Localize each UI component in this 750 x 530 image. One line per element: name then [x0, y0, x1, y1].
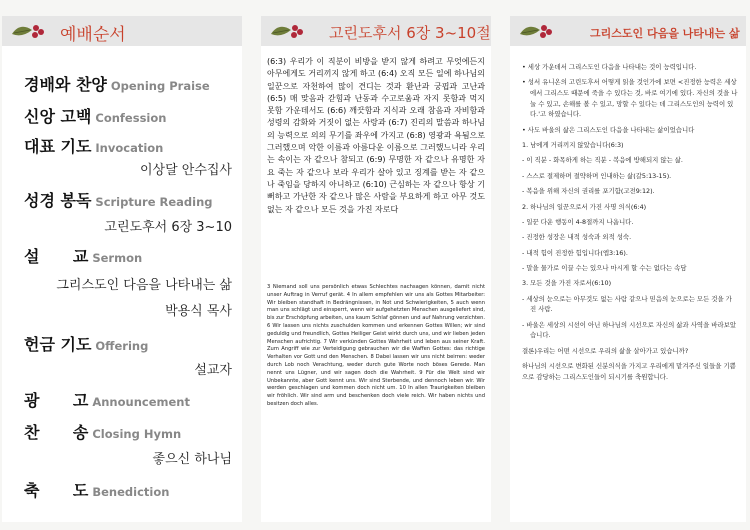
closing-hymn-title: 좋으신 하나님 — [152, 452, 232, 467]
order-item-title: 축 도 — [24, 481, 89, 500]
order-item-confession — [24, 104, 166, 127]
leaf-ornament-icon — [518, 20, 558, 44]
note-line: 3. 모든 것을 가진 자로서(6:10) — [522, 279, 612, 288]
order-item-invocation — [24, 134, 163, 157]
order-item-closing-hymn — [24, 420, 181, 443]
note-line: - 진정한 성장은 내적 성숙과 외적 성숙. — [522, 233, 632, 242]
order-item-title: 경배와 찬양 — [24, 75, 107, 94]
order-item-title: 헌금 기도 — [24, 335, 92, 354]
panel-header — [261, 16, 491, 46]
sermon-title: 그리스도인 다음을 나타내는 삶 — [56, 278, 232, 293]
note-line: 1. 남에게 거리끼지 않았습니다(6:3) — [522, 140, 624, 149]
leaf-ornament-icon — [269, 20, 309, 44]
order-item-english: Sermon — [92, 251, 143, 265]
scripture-panel — [261, 16, 491, 522]
leaf-ornament-icon — [10, 20, 50, 44]
note-line: - 바울은 세상의 시선이 아닌 하나님의 시선으로 자신의 삶과 사역을 바라보았습니다. — [522, 320, 736, 340]
note-line: 결론)우리는 어떤 시선으로 우리의 삶을 살아가고 있습니까? — [522, 346, 689, 355]
sermon-notes-body — [522, 62, 738, 387]
note-line: - 말을 물가로 이끌 수는 있으나 마시게 할 수는 없다는 속담 — [522, 264, 687, 273]
note-line: - 스스로 절제하며 절약하며 인내하는 삶(갈5:13-15). — [522, 171, 672, 180]
panel-title: 그리스도인 다음을 나타내는 삶 — [590, 27, 740, 40]
order-item-announcement — [24, 388, 190, 411]
note-line: - 일꾼 다운 행동이 4-8절까지 나옵니다. — [522, 217, 634, 226]
note-line: - 이 직분 - 화목하게 하는 직분 - 복음에 방해되지 않는 삶. — [522, 156, 683, 165]
order-item-title: 찬 송 — [24, 423, 89, 442]
order-item-offering — [24, 332, 148, 355]
order-item-english: Benediction — [92, 485, 170, 499]
scripture-reference: 고린도후서 6장 3~10 — [104, 220, 232, 235]
order-item-english: Announcement — [92, 395, 190, 409]
order-of-worship-panel — [2, 16, 242, 522]
scripture-german-text: 3 Niemand soll uns persönlich etwas Schlechtes nachsagen können, damit nicht unser Auftrag in Verruf gerät. 4 In allem empfehlen wir uns als Gottes Mitarbeiter: Wir bleiben standhaft in Bedrängnissen, in Not und Schwierigkeiten, 5 auch wenn man uns schlägt und einsperrt, wenn wir aufgehetzten Menschen ausgeliefert sind, bis zur Erschöpfung arbeiten, uns kaum Schlaf gönnen und auf Nahrung verzichten. 6 Wir lassen uns nichts zuschulden kommen und erkennen Gottes Willen; wir sind geduldig und freundlich, Gottes Heiliger Geist wirkt durch uns, und wir lieben jeden Menschen aufrichtig. 7 Wir verkünden Gottes Wahrheit und leben aus seiner Kraft. Zum Angriff wie zur Verteidigung gebrauchen wir die Waffen Gottes: das richtige Verhalten vor Gott und den Menschen. 8 Dabei lassen wir uns nicht beirren: weder durch Lob noch Verachtung, weder durch gute Worte noch böses Gerede. Man nennt uns Lügner, und wir sagen doch die Wahrheit. 9 Für die Welt sind wir Unbekannte, aber Gott kennt uns. Wir sind Sterbende, und dennoch leben wir. Wir werden geschlagen und kommen doch nicht um. 10 In allen Traurigkeiten bleiben wir fröhlich. Wir sind arm und beschenken doch viele reich. Wir haben nichts und besitzen doch alles. — [267, 284, 486, 407]
note-line: • 사도 바울의 삶은 그리스도인 다음을 나타내는 삶이었습니다 — [522, 125, 695, 134]
order-item-english: Offering — [95, 339, 149, 353]
panel-title: 고린도후서 6장 3~10절 — [329, 24, 491, 42]
order-item-english: Closing Hymn — [92, 427, 182, 441]
order-item-opening-praise — [24, 72, 210, 95]
offering-prayer-leader: 설교자 — [194, 363, 232, 378]
scripture-korean-text: (6:3) 우리가 이 직분이 비방을 받지 않게 하려고 무엇에든지 아무에게도 거리끼지 않게 하고 (6:4) 오직 모든 일에 하나님의 일꾼으로 자천하여 많이 견디는 것과 환난과 궁핍과 고난과 (6:5) 매 맞음과 갇힘과 난동과 수고로움과 자지 못함과 먹지 못함 가운데서도 (6:6) 깨끗함과 지식과 오래 참음과 자비함과 성령의 감화와 거짓이 없는 사랑과 (6:7) 진리의 말씀과 하나님의 능력으로 의의 무기를 좌우에 가지고 (6:8) 영광과 욕됨으로 그러했으며 악한 이름과 아름다운 이름으로 그러했느니라 우리는 속이는 자 같으나 참되고 (6:9) 무명한 자 같으나 유명한 자요 죽는 자 같으나 보라 우리가 살아 있고 징계를 받는 자 같으나 죽임을 당하지 아니하고 (6:10) 근심하는 자 같으나 항상 기뻐하고 가난한 자 같으나 많은 사람을 부요하게 하고 아무 것도 없는 자 같으나 모든 것을 가진 자로다 — [267, 57, 485, 214]
note-line: • 성서 유니온의 고린도후서 어떻게 읽을 것인가에 보면 <진정한 능력은 세상에서 그리스도 때문에 죽을 수 있다는 것, 바로 여기에 있다. 자신의 것을 나눌 수 있고, 손해를 볼 수 있고, 망할 수 있다는 데 그리스도인의 능력이 있다.'고 하였습니다. — [522, 78, 738, 119]
note-line: - 내적 힘이 진정한 힘입니다(엡3:16). — [522, 248, 628, 257]
order-item-scripture-reading — [24, 188, 213, 211]
order-item-benediction — [24, 478, 169, 501]
sermon-preacher: 박용식 목사 — [165, 304, 232, 319]
order-item-english: Scripture Reading — [95, 195, 213, 209]
scripture-german — [267, 284, 485, 409]
order-item-english: Confession — [95, 111, 167, 125]
order-item-title: 성경 봉독 — [24, 191, 92, 210]
panel-title: 예배순서 — [60, 25, 126, 45]
order-item-sermon — [24, 244, 142, 267]
order-item-english: Opening Praise — [110, 79, 210, 93]
invocation-leader: 이상달 안수집사 — [139, 163, 232, 178]
order-item-title: 설 교 — [24, 247, 89, 266]
note-line: • 세상 가운데서 그리스도인 다음을 나타내는 것이 능력입니다. — [522, 63, 697, 71]
order-item-title: 신앙 고백 — [24, 107, 92, 126]
note-line: 2. 하나님의 일꾼으로서 가진 사명 의식(6:4) — [522, 202, 647, 211]
sermon-notes-panel — [510, 16, 746, 522]
note-line: - 세상의 눈으로는 아무것도 없는 사람 같으나 믿음의 눈으로는 모든 것을 가진 사람. — [522, 294, 732, 314]
note-line: - 복음을 위해 자신의 권리를 포기함(고전9:12). — [522, 187, 655, 196]
panel-header — [2, 16, 242, 46]
order-item-title: 광 고 — [24, 391, 89, 410]
order-item-title: 대표 기도 — [24, 137, 92, 156]
panel-header — [510, 16, 746, 46]
note-line: 하나님의 시선으로 변화된 신분의식을 가지고 우리에게 맡겨주신 일들을 기쁨으로 감당하는 그리스도인들이 되시기를 축원합니다. — [522, 362, 736, 381]
scripture-korean — [267, 56, 485, 216]
order-item-english: Invocation — [95, 141, 164, 155]
